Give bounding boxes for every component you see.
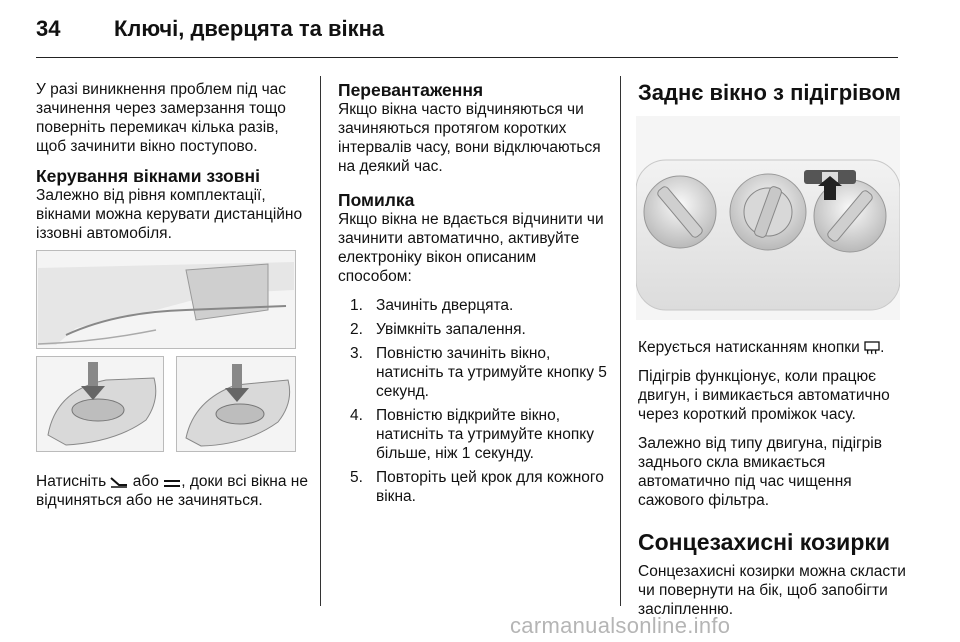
window-glass: [186, 264, 268, 320]
step-item: 5. Повторіть цей крок для кожного вікна.: [350, 469, 604, 505]
page-header: [36, 16, 384, 42]
climate-panel-figure: [636, 116, 900, 320]
right-column-top: [638, 80, 902, 106]
rear-paragraph-3: Залежно від типу двигуна, підігрів заднього скла вмикається автоматично під час чищення сажового фільтра.: [638, 435, 882, 509]
middle-column: [338, 80, 610, 511]
press-instruction: Натисніть або , доки всі вікна не відчиняться або не зачиняться.: [36, 473, 308, 509]
window-down-icon: [110, 476, 128, 488]
right-column: [638, 338, 906, 629]
fan-knob: [730, 174, 806, 250]
left-column: [36, 80, 308, 253]
step-item: 2. Увімкніть запалення.: [350, 321, 526, 338]
step-item: 4. Повністю відкрийте вікно, натисніть та утримуйте кнопку більше, ніж 1 секунду.: [350, 407, 594, 462]
steps-list: [338, 296, 610, 506]
rear-paragraph-1: Керується натисканням кнопки .: [638, 339, 885, 356]
window-up-icon: [163, 476, 181, 488]
intro-paragraph: У разі виникнення проблем під час зачинення через замерзання тощо поверніть перемикач кілька разів, щоб зачинити вікно поступово.: [36, 81, 287, 155]
step-item: 3. Повністю зачиніть вікно, натисніть та утримуйте кнопку 5 секунд.: [350, 345, 607, 400]
step-item: 1. Зачиніть дверцята.: [350, 297, 514, 314]
fault-paragraph: Якщо вікна не вдається відчинити чи зачинити автоматично, активуйте електроніку вікон описаним способом:: [338, 211, 604, 285]
overload-heading: Перевантаження: [338, 80, 484, 100]
rear-defrost-icon: [864, 341, 880, 355]
left-column-bottom: [36, 472, 308, 520]
rear-paragraph-2: Підігрів функціонує, коли працює двигун, і вимикається автоматично через короткий проміжок часу.: [638, 368, 890, 423]
rear-window-heading: Заднє вікно з підігрівом: [638, 80, 901, 105]
header-divider: [36, 57, 898, 58]
fault-heading: Помилка: [338, 190, 415, 210]
sun-visors-heading: Сонцезахисні козирки: [638, 529, 891, 555]
temperature-knob: [644, 176, 716, 248]
remote-paragraph: Залежно від рівня комплектації, вікнами можна керувати дистанційно іззовні автомобіля.: [36, 187, 303, 242]
watermark: carmanualsonline.info: [510, 613, 731, 638]
remote-window-figure: [36, 250, 296, 452]
column-divider-2: [620, 76, 621, 606]
page-number: 34: [36, 16, 61, 41]
overload-paragraph: Якщо вікна часто відчиняються чи зачиняються протягом коротких інтервалів часу, вони відключаються на деякий час.: [338, 101, 601, 175]
column-divider-1: [320, 76, 321, 606]
remote-heading: Керування вікнами ззовні: [36, 166, 260, 186]
chapter-title: Ключі, дверцята та вікна: [114, 16, 385, 41]
sun-visors-paragraph: Сонцезахисні козирки можна скласти чи повернути на бік, щоб запобігти засліпленню.: [638, 563, 906, 618]
